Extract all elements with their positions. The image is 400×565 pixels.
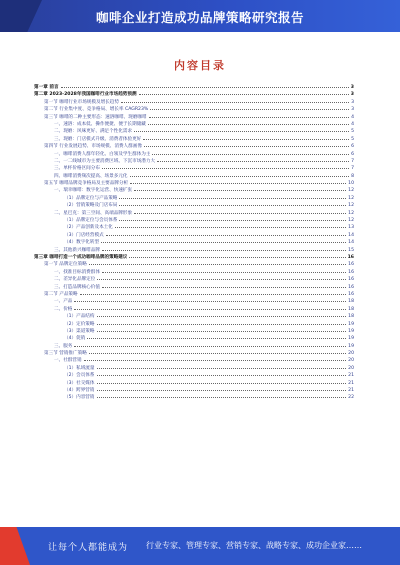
toc-leader-dots	[102, 247, 346, 251]
toc-leader-dots	[74, 306, 346, 310]
toc-leader-dots	[115, 224, 346, 228]
toc-entry[interactable]	[34, 291, 354, 298]
toc-entry-text: 三、单杯价格区间分布	[54, 166, 100, 172]
toc-leader-dots	[119, 202, 346, 206]
toc-page-number: 12	[348, 218, 354, 224]
toc-entry-text: 第一节 品牌定位策略	[44, 262, 87, 268]
toc-leader-dots	[157, 158, 349, 162]
toc-leader-dots	[144, 143, 349, 147]
toc-entry-text: 二、一二线城市为主要消费区域、下沉市场潜力大	[54, 158, 156, 164]
toc-page-number: 12	[348, 210, 354, 216]
toc-entry-text: （2）营销策略及门店布局	[64, 203, 118, 209]
toc-entry[interactable]	[34, 84, 354, 91]
toc-entry[interactable]	[34, 180, 354, 187]
toc-entry[interactable]	[34, 158, 354, 165]
toc-entry[interactable]	[34, 261, 354, 268]
toc-leader-dots	[143, 136, 349, 140]
toc-leader-dots	[74, 343, 346, 347]
toc-entry-text: 第三章 咖啡打造一个成功咖啡品牌的策略建议	[34, 254, 128, 260]
toc-entry[interactable]	[34, 365, 354, 372]
toc-page-number: 12	[348, 195, 354, 201]
toc-entry-text: （1）产品结构	[64, 314, 95, 320]
toc-page-number: 13	[348, 225, 354, 231]
toc-entry-text: 三、其他新兴咖啡品牌	[54, 247, 100, 253]
toc-page-number: 18	[348, 299, 354, 305]
toc-entry[interactable]	[34, 394, 354, 401]
toc-page-number: 21	[348, 380, 354, 386]
toc-leader-dots	[148, 121, 349, 125]
footer-roles: 行业专家、管理专家、营销专家、战略专家、成功企业家……	[146, 541, 362, 550]
toc-leader-dots	[87, 335, 346, 339]
toc-leader-dots	[102, 269, 346, 273]
toc-entry[interactable]	[34, 114, 354, 121]
toc-page-number: 3	[351, 99, 354, 105]
toc-page-number: 3	[350, 92, 354, 98]
toc-entry-text: 三、现磨：门店模式升级、消费者体验更好	[54, 136, 142, 142]
toc-entry-text: 第五节 咖啡品牌竞争格局及主要品牌分析	[44, 181, 129, 187]
toc-leader-dots	[84, 357, 347, 361]
toc-entry-text: 第二章 2023-2028年我国咖啡行业市场趋势预测	[34, 92, 137, 98]
toc-leader-dots	[121, 99, 349, 103]
toc-entry[interactable]	[34, 239, 354, 246]
toc-entry[interactable]	[34, 173, 354, 180]
toc-heading: 内容目录	[174, 59, 226, 72]
toc-page-number: 19	[348, 336, 354, 342]
toc-entry-text: 二、星巴克：第三空间、高端品牌形象	[54, 210, 133, 216]
toc-entry-text: （1）品牌定位与产品策略	[64, 195, 118, 201]
toc-entry[interactable]	[34, 335, 354, 342]
toc-entry-text: 二、差异化品牌定位	[54, 277, 96, 283]
toc-page-number: 16	[348, 262, 354, 268]
toc-entry[interactable]	[34, 380, 354, 387]
toc-page-number: 15	[348, 247, 354, 253]
toc-leader-dots	[97, 321, 347, 325]
toc-page-number: 18	[348, 306, 354, 312]
toc-page-number: 4	[351, 121, 354, 127]
toc-entry[interactable]	[34, 224, 354, 231]
toc-entry[interactable]	[34, 202, 354, 209]
toc-entry-text: 一、咖啡消费人群年轻化、白领及学生群体为主	[54, 151, 151, 157]
toc-entry-text: （4）促销	[64, 336, 86, 342]
toc-entry-text: （4）跨界营销	[64, 388, 95, 394]
toc-entry[interactable]	[34, 254, 354, 261]
toc-page-number: 5	[351, 129, 354, 135]
toc-entry[interactable]	[34, 313, 354, 320]
toc-entry[interactable]	[34, 187, 354, 194]
toc-page-number: 16	[348, 291, 354, 297]
toc-entry-text: （3）社交媒体	[64, 380, 95, 386]
toc-page-number: 14	[348, 240, 354, 246]
toc-page-number: 16	[347, 254, 354, 260]
toc-entry[interactable]	[34, 217, 354, 224]
toc-entry-text: （3）门店经营模式	[64, 232, 104, 238]
toc-entry-text: 第三节 营销推广策略	[44, 351, 87, 357]
toc-entry[interactable]	[34, 350, 354, 357]
toc-page-number: 3	[350, 85, 354, 90]
toc-entry-text: 第三节 咖啡的二种主要形态：速溶咖啡、现磨咖啡	[44, 114, 147, 120]
toc-page-number: 21	[348, 388, 354, 394]
toc-entry-text: 第一节 咖啡行业市场规模及增长趋势	[44, 99, 119, 105]
toc-leader-dots	[130, 180, 346, 184]
toc-entry[interactable]	[34, 195, 354, 202]
report-title: 咖啡企业打造成功品牌策略研究报告	[95, 10, 304, 25]
toc-leader-dots	[150, 106, 349, 110]
toc-entry-text: 一、产品	[54, 299, 73, 305]
toc-leader-dots	[119, 217, 346, 221]
toc-entry-text: 二、价格	[54, 306, 73, 312]
toc-page-number: 12	[348, 203, 354, 209]
toc-page-number: 16	[348, 277, 354, 283]
toc-entry-text: （5）内容营销	[64, 395, 95, 401]
toc-page-number: 3	[351, 107, 354, 113]
toc-entry-text: （2）会员体系	[64, 373, 95, 379]
toc-page-number: 5	[351, 136, 354, 142]
toc-page-number: 19	[348, 343, 354, 349]
toc-leader-dots	[97, 276, 346, 280]
toc-page-number: 10	[348, 181, 354, 187]
toc-leader-dots	[119, 195, 346, 199]
toc-entry[interactable]	[34, 269, 354, 276]
toc-entry[interactable]	[34, 357, 354, 364]
toc-entry[interactable]	[34, 321, 354, 328]
toc-entry-text: 第一章 前言	[34, 85, 59, 90]
toc-entry-text: （3）渠道策略	[64, 328, 95, 334]
toc-page-number: 16	[348, 284, 354, 290]
footer-accent-cap	[0, 527, 30, 565]
toc-page-number: 4	[351, 114, 354, 120]
toc-entry[interactable]	[34, 343, 354, 350]
toc-page-number: 20	[348, 365, 354, 371]
toc-leader-dots	[134, 187, 346, 191]
toc-leader-dots	[152, 151, 349, 155]
toc-page-number: 19	[348, 321, 354, 327]
toc-page-number: 18	[348, 314, 354, 320]
toc-entry[interactable]	[34, 276, 354, 283]
toc-entry[interactable]	[34, 165, 354, 172]
toc-entry-text: 二、现磨：风味更好、满足个性化需求	[54, 129, 133, 135]
toc-entry[interactable]	[34, 247, 354, 254]
toc-entry-text: 三、服务	[54, 343, 73, 349]
toc-page-number: 19	[348, 328, 354, 334]
report-header	[0, 0, 400, 32]
toc-entry[interactable]	[34, 232, 354, 239]
toc-entry-text: 第二节 行业集中度、竞争格局、增长率 CAGR23%	[44, 107, 149, 113]
toc-entry[interactable]	[34, 99, 354, 106]
toc-entry[interactable]	[34, 151, 354, 158]
toc-entry[interactable]	[34, 106, 354, 113]
toc-leader-dots	[97, 372, 347, 376]
toc-entry[interactable]	[34, 387, 354, 394]
toc-entry-text: （2）产品创新及本土化	[64, 225, 113, 231]
toc-page-number: 14	[348, 232, 354, 238]
toc-page-number: 22	[348, 395, 354, 401]
toc-leader-dots	[134, 210, 346, 214]
toc-page-number: 20	[348, 358, 354, 364]
toc-leader-dots	[106, 232, 346, 236]
toc-entry[interactable]	[34, 210, 354, 217]
page-footer	[0, 527, 400, 565]
toc-page-number: 7	[351, 166, 354, 172]
toc-leader-dots	[80, 291, 347, 295]
toc-entry-text: 一、社群营销	[54, 358, 82, 364]
toc-leader-dots	[97, 328, 347, 332]
toc-leader-dots	[149, 114, 350, 118]
toc-entry[interactable]	[34, 328, 354, 335]
toc-page-number: 16	[348, 269, 354, 275]
toc-entry-text: 一、瑞幸咖啡：数字化运营、快速扩张	[54, 188, 133, 194]
toc-page-number: 7	[351, 158, 354, 164]
toc-entry-text: 四、咖啡消费频次提高、场景多元化	[54, 173, 128, 179]
toc-entry[interactable]	[34, 136, 354, 143]
toc-leader-dots	[139, 91, 349, 95]
toc-page-number: 21	[348, 373, 354, 379]
toc-entry[interactable]	[34, 306, 354, 313]
toc-page-number: 20	[348, 351, 354, 357]
toc-entry[interactable]	[34, 143, 354, 150]
toc-entry[interactable]	[34, 128, 354, 135]
toc-entry[interactable]	[34, 284, 354, 291]
toc-leader-dots	[102, 165, 349, 169]
toc-entry[interactable]	[34, 298, 354, 305]
toc-leader-dots	[89, 350, 346, 354]
toc-entry-text: （4）数字化转型	[64, 240, 100, 246]
toc-page-number: 8	[351, 173, 354, 179]
toc-entry[interactable]	[34, 91, 354, 98]
toc-entry-text: （1）私域流量	[64, 365, 95, 371]
toc-entry[interactable]	[34, 121, 354, 128]
toc-entry-text: 三、打造品牌核心价值	[54, 284, 100, 290]
toc-entry-text: 第四节 行业发展趋势、市场规模、消费人群画像	[44, 144, 142, 150]
toc-entry-text: 一、找准目标消费群体	[54, 269, 100, 275]
toc-leader-dots	[97, 313, 347, 317]
table-of-contents	[34, 84, 354, 402]
toc-page-number: 12	[348, 188, 354, 194]
toc-leader-dots	[97, 365, 347, 369]
toc-leader-dots	[130, 173, 350, 177]
toc-entry-text: （2）定价策略	[64, 321, 95, 327]
toc-leader-dots	[89, 261, 346, 265]
toc-leader-dots	[129, 254, 345, 258]
toc-leader-dots	[101, 239, 346, 243]
toc-entry[interactable]	[34, 372, 354, 379]
toc-leader-dots	[97, 380, 347, 384]
toc-leader-dots	[97, 387, 347, 391]
toc-entry-text: 一、速溶：成本低、操作便捷、便于长期储藏	[54, 121, 146, 127]
toc-page-number: 6	[351, 144, 354, 150]
toc-leader-dots	[97, 394, 347, 398]
toc-leader-dots	[134, 128, 349, 132]
toc-leader-dots	[74, 298, 346, 302]
footer-slogan: 让每个人都能成为	[48, 543, 129, 553]
toc-leader-dots	[61, 84, 349, 88]
toc-entry-text: （1）品牌定位与会员体系	[64, 218, 118, 224]
toc-entry-text: 第二节 产品策略	[44, 291, 78, 297]
toc-leader-dots	[102, 284, 346, 288]
toc-page-number: 6	[351, 151, 354, 157]
